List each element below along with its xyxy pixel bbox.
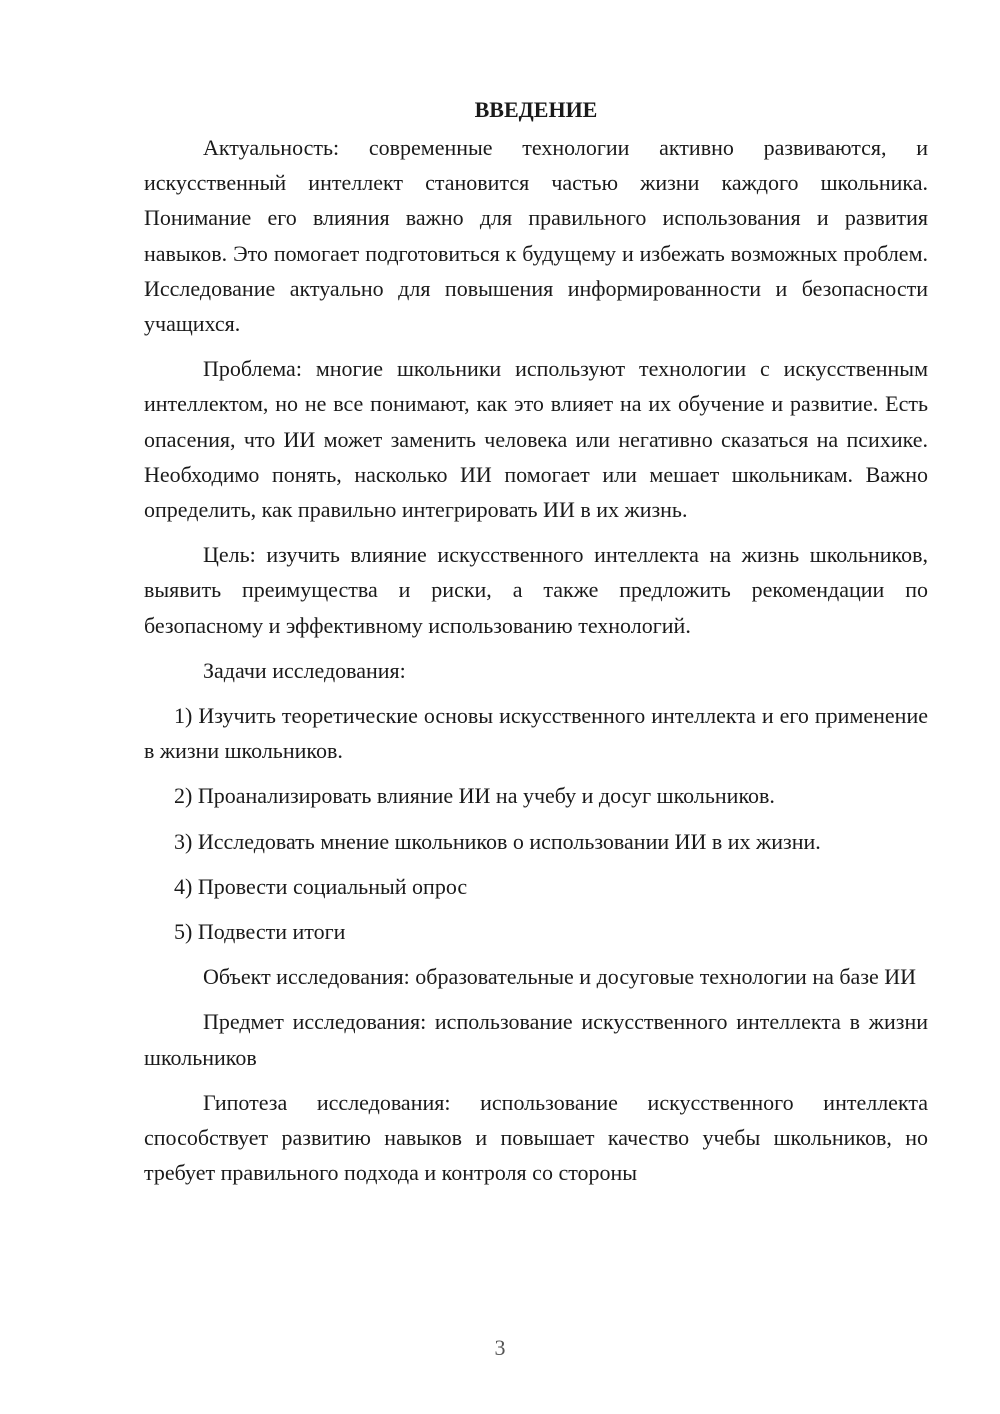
- problem-paragraph: Проблема: многие школьники используют технологии с искусственным интеллектом, но не все понимают, как это влияет на их обучение и развитие. Есть опасения, что ИИ может заменить человека или негативно сказаться на психике. Необходимо понять, насколько ИИ помогает или мешает школьникам. Важно определить, как правильно интегрировать ИИ в их жизнь.: [144, 356, 928, 523]
- goal-paragraph: Цель: изучить влияние искусственного интеллекта на жизнь школьников, выявить преимущества и риски, а также предложить рекомендации по безопасному и эффективному использованию технологий.: [144, 542, 928, 638]
- task-item-2: 2) Проанализировать влияние ИИ на учебу и досуг школьников.: [174, 783, 775, 809]
- object-paragraph: Объект исследования: образовательные и досуговые технологии на базе ИИ: [203, 964, 917, 990]
- task-item-1: 1) Изучить теоретические основы искусственного интеллекта и его применение в жизни школьников.: [144, 703, 928, 764]
- hypothesis-paragraph: Гипотеза исследования: использование искусственного интеллекта способствует развитию навыков и повышает качество учебы школьников, но требует правильного подхода и контроля со стороны: [144, 1089, 928, 1186]
- document-title: ВВЕДЕНИЕ: [474, 97, 598, 122]
- tasks-heading: Задачи исследования:: [203, 657, 406, 683]
- document-page: [144, 90, 928, 1190]
- page-number: 3: [494, 1335, 506, 1360]
- task-item-4: 4) Провести социальный опрос: [174, 873, 468, 899]
- subject-paragraph: Предмет исследования: использование искусственного интеллекта в жизни школьников: [144, 1009, 928, 1070]
- task-item-3: 3) Исследовать мнение школьников о использовании ИИ в их жизни.: [174, 828, 821, 854]
- task-item-5: 5) Подвести итоги: [174, 919, 346, 945]
- relevance-paragraph: Актуальность: современные технологии активно развиваются, и искусственный интеллект становится частью жизни каждого школьника. Понимание его влияния важно для правильного использования и развития навыков. Это помогает подготовиться к будущему и избежать возможных проблем. Исследование актуально для повышения информированности и безопасности учащихся.: [144, 135, 928, 337]
